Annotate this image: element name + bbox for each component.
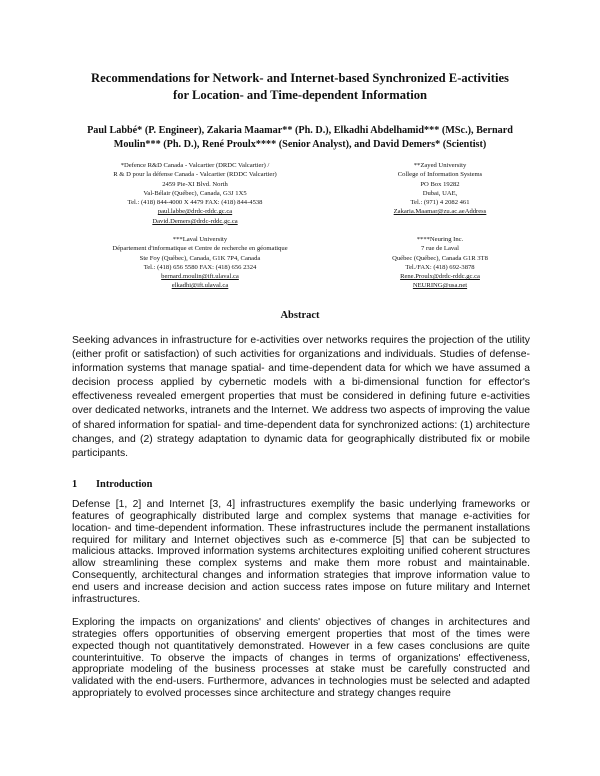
affiliation-line: ***Laval University — [172, 236, 228, 243]
email-link[interactable]: elkadhi@ift.ulaval.ca — [171, 282, 229, 290]
paper-title — [40, 70, 560, 104]
affiliation-line: R & D pour la défense Canada - Valcartier (RDDC Valcartier) — [113, 171, 277, 179]
authors-line-2: Moulin*** (Ph. D.), René Proulx**** (Senior Analyst), and David Demers* (Scientist) — [113, 139, 487, 150]
introduction-paragraph-1: Defense [1, 2] and Internet [3, 4] infrastructures exemplify the basic underlying frameworks or features of geographically distributed large and complex systems that manage e-activities for location- and time-dependent information. These infrastructures include the permanent installations required for military and Internet objectives such as e-commerce [5] that can be subjected to malicious attacks. Improved information systems architectures exploiting unified coherent structures allow streamlining these complex systems and make them more robust and maintainable. Consequently, architectural changes and information strategies that improve information value to end users and increase decision and action success rates impose on future military and Internet infrastructures. — [72, 499, 530, 605]
affiliation-line: **Zayed University — [413, 162, 467, 169]
title-line-1: Recommendations for Network- and Internet-based Synchronized E-activities — [91, 71, 509, 85]
affiliation-line: Tel.: (418) 844-4000 X 4479 FAX: (418) 844-4538 — [127, 199, 263, 207]
affiliation-line: 7 rue de Laval — [421, 245, 459, 253]
section-number: 1 — [72, 479, 78, 490]
email-link[interactable]: paul.labbe@drdc-rddc.gc.ca — [157, 208, 233, 216]
affiliation-line: Département d'informatique et Centre de recherche en géomatique — [112, 245, 288, 253]
email-link[interactable]: NEURING@usa.net — [412, 282, 468, 290]
author-list — [70, 124, 530, 152]
affiliation-neuring — [345, 235, 535, 291]
affiliation-line: 2459 Pie-XI Blvd. North — [162, 180, 228, 188]
email-link[interactable]: David.Demers@drdc-rddc.gc.ca — [152, 217, 238, 225]
affiliation-line: Dubai, UAE, — [422, 189, 458, 197]
title-line-2: for Location- and Time-dependent Information — [173, 88, 427, 102]
affiliation-line: ****Neuring Inc. — [416, 236, 464, 243]
affiliation-line: Québec (Québec), Canada G1R 3T8 — [392, 254, 488, 262]
affiliation-laval — [90, 235, 310, 291]
abstract-heading: Abstract — [280, 310, 320, 321]
affiliation-line: Tel.: (971) 4 2082 461 — [410, 199, 470, 207]
abstract-body: Seeking advances in infrastructure for e-activities over networks requires the projection of the utility (either profit or satisfaction) of such activities for organizations and individuals. Studies of defense-information systems that manage spatial- and time-dependent data for which we have assumed a decision process applied by cybernetic models with a bi-dimensional function for effector's effectiveness revealed emergent properties that must be considered in defining future e-activities over dedicated networks, intranets and the Internet. We address two aspects of improving the value of shared information for spatial- and time-dependent data for synchronized actions: (1) architecture changes, and (2) strategy adaptation to dynamic data for geographically distributed fix or mobile participants. — [72, 335, 531, 459]
email-link[interactable]: bernard.moulin@ift.ulaval.ca — [161, 273, 239, 281]
affiliation-line: Tel.: (418) 656 5580 FAX: (418) 656 2324 — [143, 263, 257, 271]
affiliation-line: Ste Foy (Québec), Canada, G1K 7P4, Canada — [139, 254, 261, 262]
affiliation-line: Tel./FAX: (418) 692-3878 — [405, 263, 475, 271]
affiliation-line: College of Information Systems — [397, 171, 483, 179]
email-link[interactable]: Rene.Proulx@drdc-rddc.gc.ca — [400, 273, 480, 281]
section-heading-introduction — [72, 479, 152, 490]
affiliation-drdc — [90, 161, 300, 226]
authors-line-1: Paul Labbé* (P. Engineer), Zakaria Maamar** (Ph. D.), Elkadhi Abdelhamid*** (MSc.), Bernard — [87, 125, 513, 136]
affiliation-line: *Defence R&D Canada - Valcartier (DRDC Valcartier) / — [120, 162, 270, 169]
affiliation-line: PO Box 19282 — [420, 180, 460, 188]
section-title: Introduction — [96, 479, 153, 490]
email-link[interactable]: Zakaria.Maamar@zu.ac.aeAddress — [393, 208, 487, 216]
introduction-paragraph-2: Exploring the impacts on organizations' and clients' objectives of changes in architectures and strategies offers opportunities of observing emergent properties that most of the times were expected though not quantitatively demonstrated. However in a few cases conclusions are quite counterintuitive. To observe the impacts of changes in terms of organizations' effectiveness, appropriate modeling of the business processes at stake must be carefully constructed and validated with the end-users. Furthermore, advances in technologies must be selected and adapted appropriately to evolved processes since architecture and strategy changes require — [72, 617, 530, 700]
affiliation-zayed — [345, 161, 535, 217]
affiliation-line: Val-Bélair (Québec), Canada, G3J 1X5 — [143, 189, 247, 197]
